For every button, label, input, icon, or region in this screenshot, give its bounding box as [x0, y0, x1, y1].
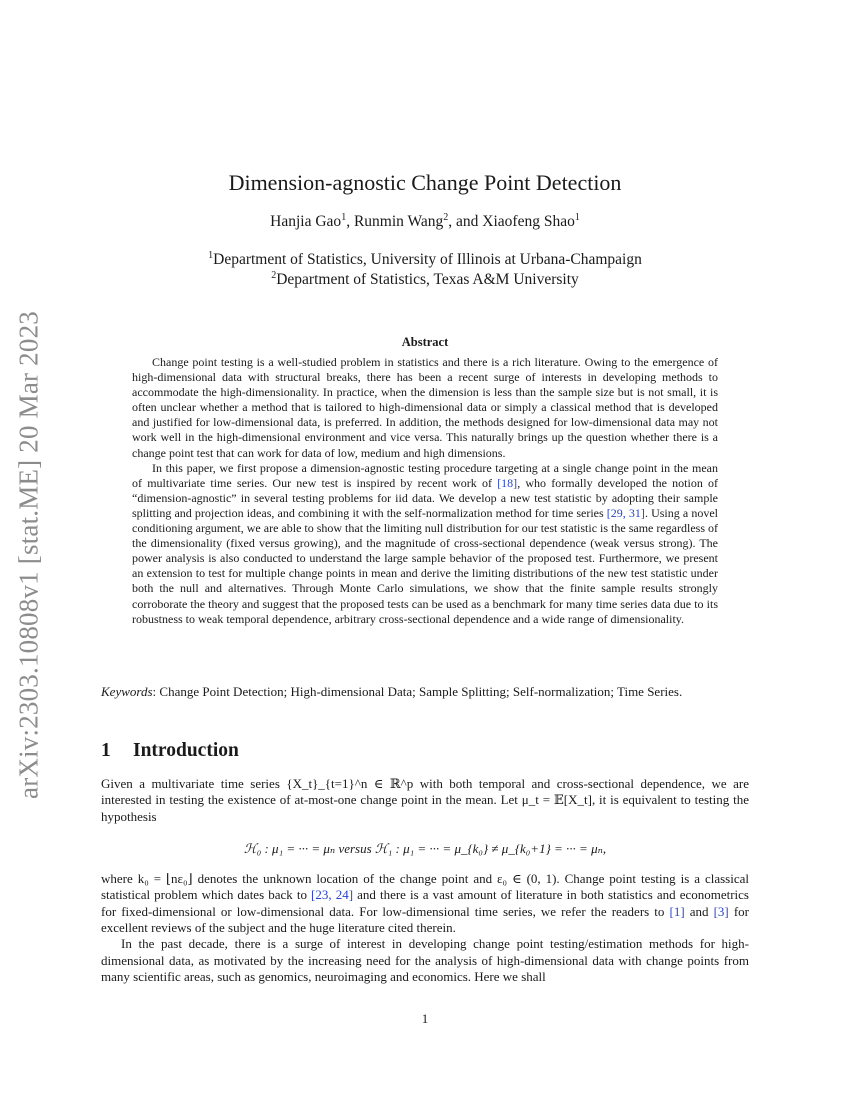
- section-number: 1: [101, 740, 111, 761]
- citation-link[interactable]: [29, 31]: [606, 505, 645, 520]
- author-name: Runmin Wang: [353, 213, 444, 230]
- affiliation-list: [0, 250, 850, 290]
- affiliation: [0, 270, 850, 290]
- author-name: Hanjia Gao: [270, 213, 342, 230]
- affiliation: [0, 250, 850, 270]
- abstract-text: In this paper, we first propose a dimension-agnostic testing procedure targeting at a single change point in the mean of multivariate time series. Our new test is inspired by recent work of: [132, 460, 718, 490]
- author-affil-mark: 2: [443, 212, 449, 223]
- section-title: Introduction: [133, 740, 239, 761]
- abstract-heading: Abstract: [401, 335, 449, 349]
- citation-link[interactable]: [18]: [497, 475, 518, 490]
- abstract-body: [132, 355, 718, 627]
- body-text: and: [684, 903, 714, 919]
- body-text: and there is a vast amount of literature in both statistics and econometrics for fixed-dimensional or low-dimensional data. For low-dimensional time series, we refer the readers to: [101, 887, 749, 919]
- body-paragraph: In the past decade, there is a surge of interest in developing change point testing/estimation methods for high-dimensional data, as motivated by the increasing need for the analysis of high-dimensional data with change points from many scientific areas, such as genomics, neuroimaging and economics. Here we shall: [101, 936, 749, 984]
- body-text: for excellent reviews of the subject and the huge literature cited therein.: [101, 903, 749, 936]
- paper-title: Dimension-agnostic Change Point Detection: [228, 170, 622, 195]
- abstract-paragraph: [132, 461, 718, 627]
- arxiv-sidebar: [8, 290, 50, 820]
- keywords: [101, 684, 749, 701]
- keywords-text: : Change Point Detection; High-dimensional Data; Sample Splitting; Self-normalization; Time Series.: [152, 684, 683, 699]
- citation-link[interactable]: [1]: [669, 903, 685, 919]
- author-affil-mark: 1: [574, 212, 580, 223]
- hypothesis-equation: ℋ₀ : μ₁ = ··· = μₙ versus ℋ₁ : μ₁ = ··· = μ_{k₀} ≠ μ_{k₀+1} = ··· = μₙ,: [243, 840, 607, 856]
- body-text: where k₀ = ⌊nε₀⌋ denotes the unknown location of the change point and ε₀ ∈ (0, 1). Change point testing is a classical statistical problem which dates back to: [101, 871, 749, 903]
- body-paragraph: Given a multivariate time series {X_t}_{t=1}^n ∈ ℝ^p with both temporal and cross-sectional dependence, we are interested in testing the existence of at-most-one change point in the mean. Let μ_t = 𝔼[X_t], it is equivalent to testing the hypothesis: [101, 776, 749, 824]
- abstract-paragraph: Change point testing is a well-studied problem in statistics and there is a rich literature. Owing to the emergence of high-dimensional data with structural breaks, there has been a recent surge of interests in developing methods to accommodate the high-dimensionality. In practice, when the dimension is less than the sample size but is not small, it is often unclear whether a method that is tailored to high-dimensional data or simply a classical method that is developed and justified for low-dimensional data, is preferred. In addition, the methods designed for low-dimensional data may not work well in the high-dimensional environment and vice versa. This naturally brings up the question whether there is a change point test that can work for data of low, medium and high dimensions.: [132, 355, 718, 460]
- author-affil-mark: 1: [341, 212, 347, 223]
- arxiv-identifier: arXiv:2303.10808v1 [stat.ME] 20 Mar 2023: [13, 311, 44, 799]
- affiliation-text: Department of Statistics, University of Illinois at Urbana-Champaign: [213, 251, 642, 268]
- intro-body: [101, 776, 749, 985]
- abstract-text: . Using a novel conditioning argument, we are able to show that the limiting null distribution for our test statistic is the same regardless of the dimensionality (fixed versus growing), and the magnitude of cross-sectional dependence (weak versus strong). The power analysis is also conducted to understand the large sample behavior of the proposed test. Furthermore, we present an extension to test for multiple change points in mean and derive the limiting distributions of the new test statistic under both the null and alternatives. Through Monte Carlo simulations, we show that the finite sample results strongly corroborate the theory and suggest that the proposed tests can be used as a benchmark for many time series data due to its robustness to weak temporal dependence, arbitrary cross-sectional dependence and a wide range of dimensionality.: [132, 505, 719, 626]
- citation-link[interactable]: [23, 24]: [311, 887, 354, 903]
- page-number: 1: [421, 1011, 429, 1026]
- body-paragraph: [101, 871, 749, 936]
- citation-link[interactable]: [3]: [713, 903, 729, 919]
- section-heading: [101, 740, 239, 762]
- abstract-text: , who formally developed the notion of “dimension-agnostic” in several testing problems for iid data. We develop a new test statistic by adopting their sample splitting and projection ideas, and combining it with the self-normalization method for time series: [132, 475, 719, 520]
- keywords-label: Keywords: [101, 684, 153, 699]
- author-separator: ,: [346, 213, 354, 230]
- affiliation-mark: 1: [208, 250, 214, 261]
- author-separator: , and: [448, 213, 483, 230]
- affiliation-mark: 2: [271, 270, 277, 281]
- author-list: [0, 213, 850, 231]
- author-name: Xiaofeng Shao: [482, 213, 575, 230]
- affiliation-text: Department of Statistics, Texas A&M University: [276, 271, 579, 288]
